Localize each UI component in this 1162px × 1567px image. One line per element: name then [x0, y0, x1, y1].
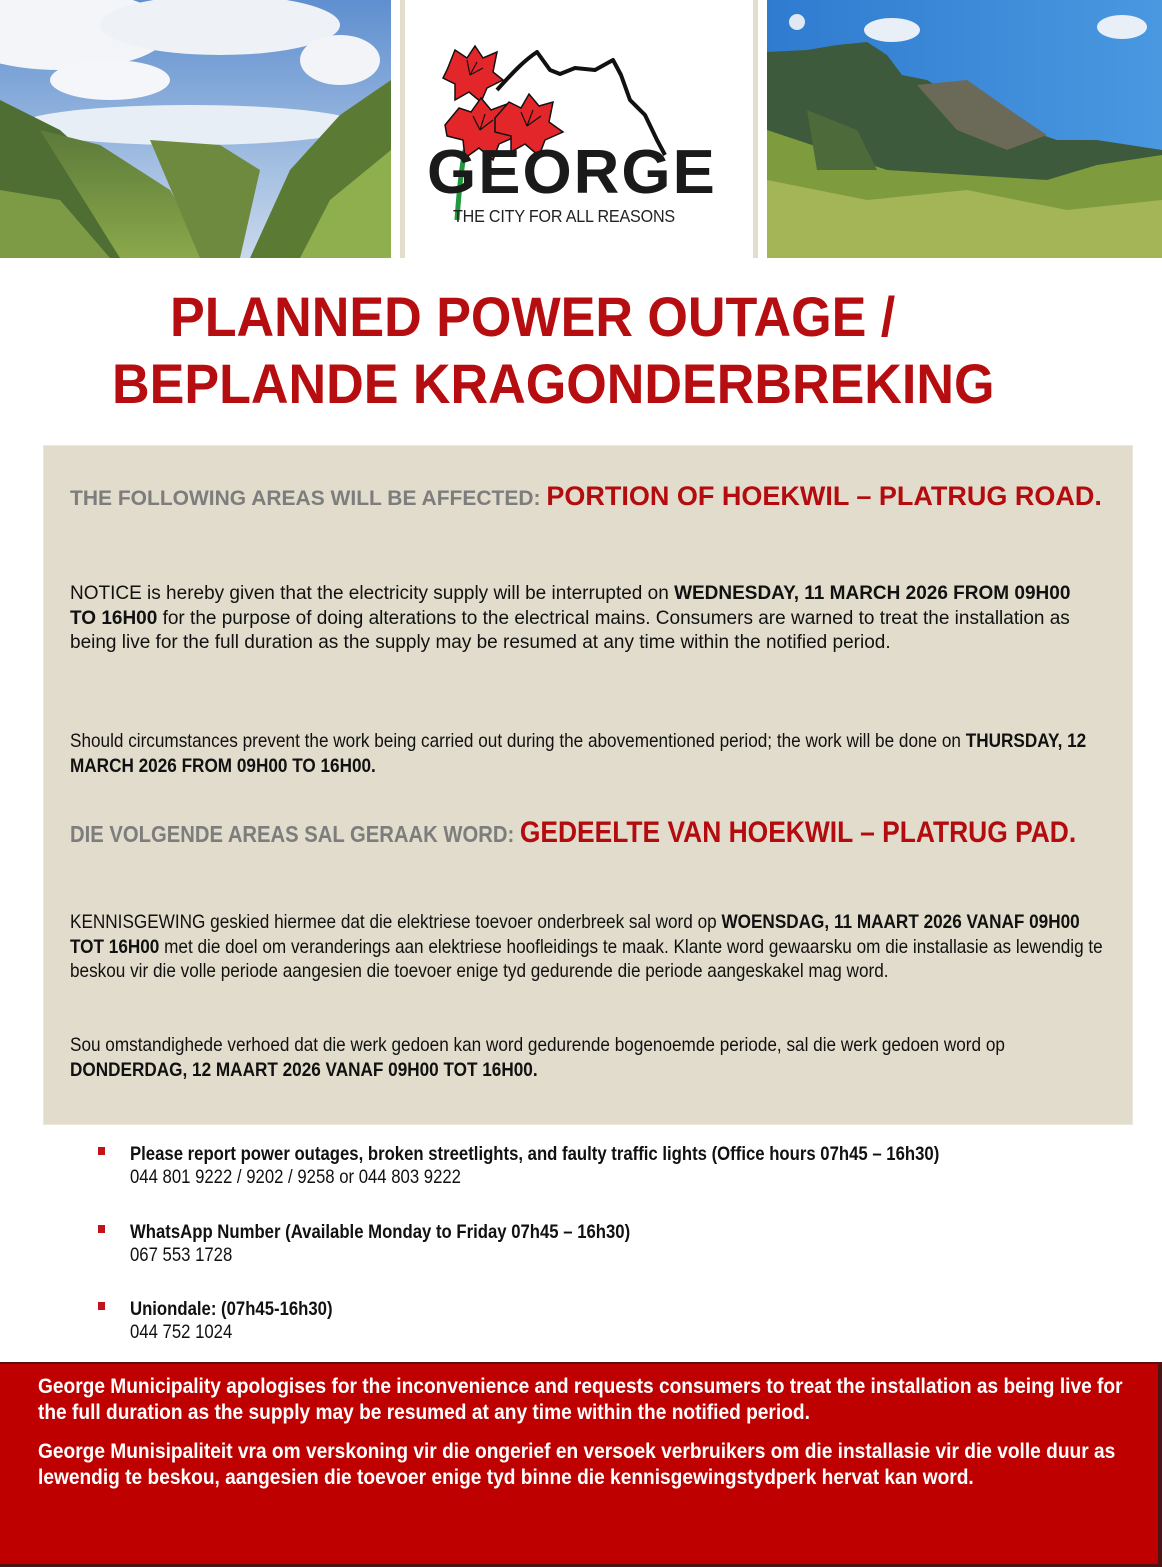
header-banner [0, 0, 1162, 258]
affected-areas-value: GEDEELTE VAN HOEKWIL – PLATRUG PAD. [519, 816, 1077, 849]
notice-paragraph-afrikaans [70, 910, 1108, 984]
affected-areas-label: THE FOLLOWING AREAS WILL BE AFFECTED: [70, 487, 547, 510]
banner-divider [753, 0, 758, 258]
contact-phone[interactable]: 044 801 9222 / 9202 / 9258 or 044 803 9222 [130, 1167, 461, 1188]
contact-phone[interactable]: 067 553 1728 [130, 1245, 233, 1266]
affected-areas-value: PORTION OF HOEKWIL – PLATRUG ROAD. [546, 481, 1102, 511]
apology-afrikaans: George Munisipaliteit vra om verskoning vir die ongerief en versoek verbruikers om die installasie vir die volle duur as lewendig te beskou, aangesien die toevoer enige tyd binne die kennisgewingstydperk hervat kan word. [38, 1439, 1116, 1489]
outage-date-time: WOENSDAG, 11 MAART 2026 VANAF 09H00 TOT 16H00 [70, 911, 1080, 958]
outage-date-time: WEDNESDAY, 11 MARCH 2026 FROM 09H00 TO 16H00 [70, 583, 1071, 629]
contact-title: Uniondale: (07h45-16h30) [130, 1299, 333, 1320]
alternate-date-paragraph-afrikaans [70, 1033, 1108, 1082]
apology-english: George Municipality apologises for the inconvenience and requests consumers to treat the installation as being live for the full duration as the supply may be resumed at any time within the notified period. [38, 1374, 1123, 1424]
alternate-date-time: THURSDAY, 12 MARCH 2026 FROM 09H00 TO 16H00. [70, 730, 1087, 777]
notice-paragraph-english [70, 582, 1090, 656]
notice-text: for the purpose of doing alterations to the electrical mains. Consumers are warned to treat the installation as being live for the full duration as the supply may be resumed at any time within the notified period. [70, 607, 1070, 653]
red-square-bullet-icon [98, 1225, 105, 1233]
notice-box [44, 446, 1132, 1124]
page-title-afrikaans: BEPLANDE KRAGONDERBREKING [112, 352, 995, 415]
contact-phone[interactable]: 044 752 1024 [130, 1322, 233, 1343]
red-square-bullet-icon [98, 1147, 105, 1155]
affected-areas-label: DIE VOLGENDE AREAS SAL GERAAK WORD: [70, 821, 520, 847]
notice-text: met die doel om veranderings aan elektriese hoofleidings te maak. Klante word gewaarsku om die installasie as lewendig te beskou vir die volle periode aangesien die toevoer enige tyd gedurende die periode aangeskakel mag word. [70, 935, 1103, 982]
logo-wordmark: GEORGE [427, 138, 717, 207]
notice-text: NOTICE is hereby given that the electricity supply will be interrupted on [70, 583, 675, 604]
alternate-date-paragraph-english [70, 729, 1108, 778]
mountain-peak-photo [767, 0, 1162, 258]
affected-areas-heading-afrikaans [70, 816, 1082, 855]
apology-box [0, 1362, 1162, 1567]
alternate-text: Sou omstandighede verhoed dat die werk gedoen kan word gedurende bogenoemde periode, sal die werk gedoen word op [70, 1034, 1005, 1056]
alternate-text: Should circumstances prevent the work being carried out during the abovementioned period; the work will be done on [70, 730, 966, 752]
contact-title: Please report power outages, broken streetlights, and faulty traffic lights (Office hours 07h45 – 16h30) [130, 1144, 940, 1165]
red-square-bullet-icon [98, 1302, 105, 1310]
mountain-valley-photo [0, 0, 391, 258]
page-title-english: PLANNED POWER OUTAGE / [170, 285, 896, 348]
notice-text: KENNISGEWING geskied hiermee dat die elektriese toevoer onderbreek sal word op [70, 911, 722, 933]
george-logo [405, 0, 753, 258]
affected-areas-heading-english [70, 479, 1102, 518]
contact-title: WhatsApp Number (Available Monday to Friday 07h45 – 16h30) [130, 1222, 631, 1243]
alternate-date-time: DONDERDAG, 12 MAART 2026 VANAF 09H00 TOT 16H00. [70, 1058, 538, 1081]
logo-tagline: THE CITY FOR ALL REASONS [453, 206, 675, 226]
